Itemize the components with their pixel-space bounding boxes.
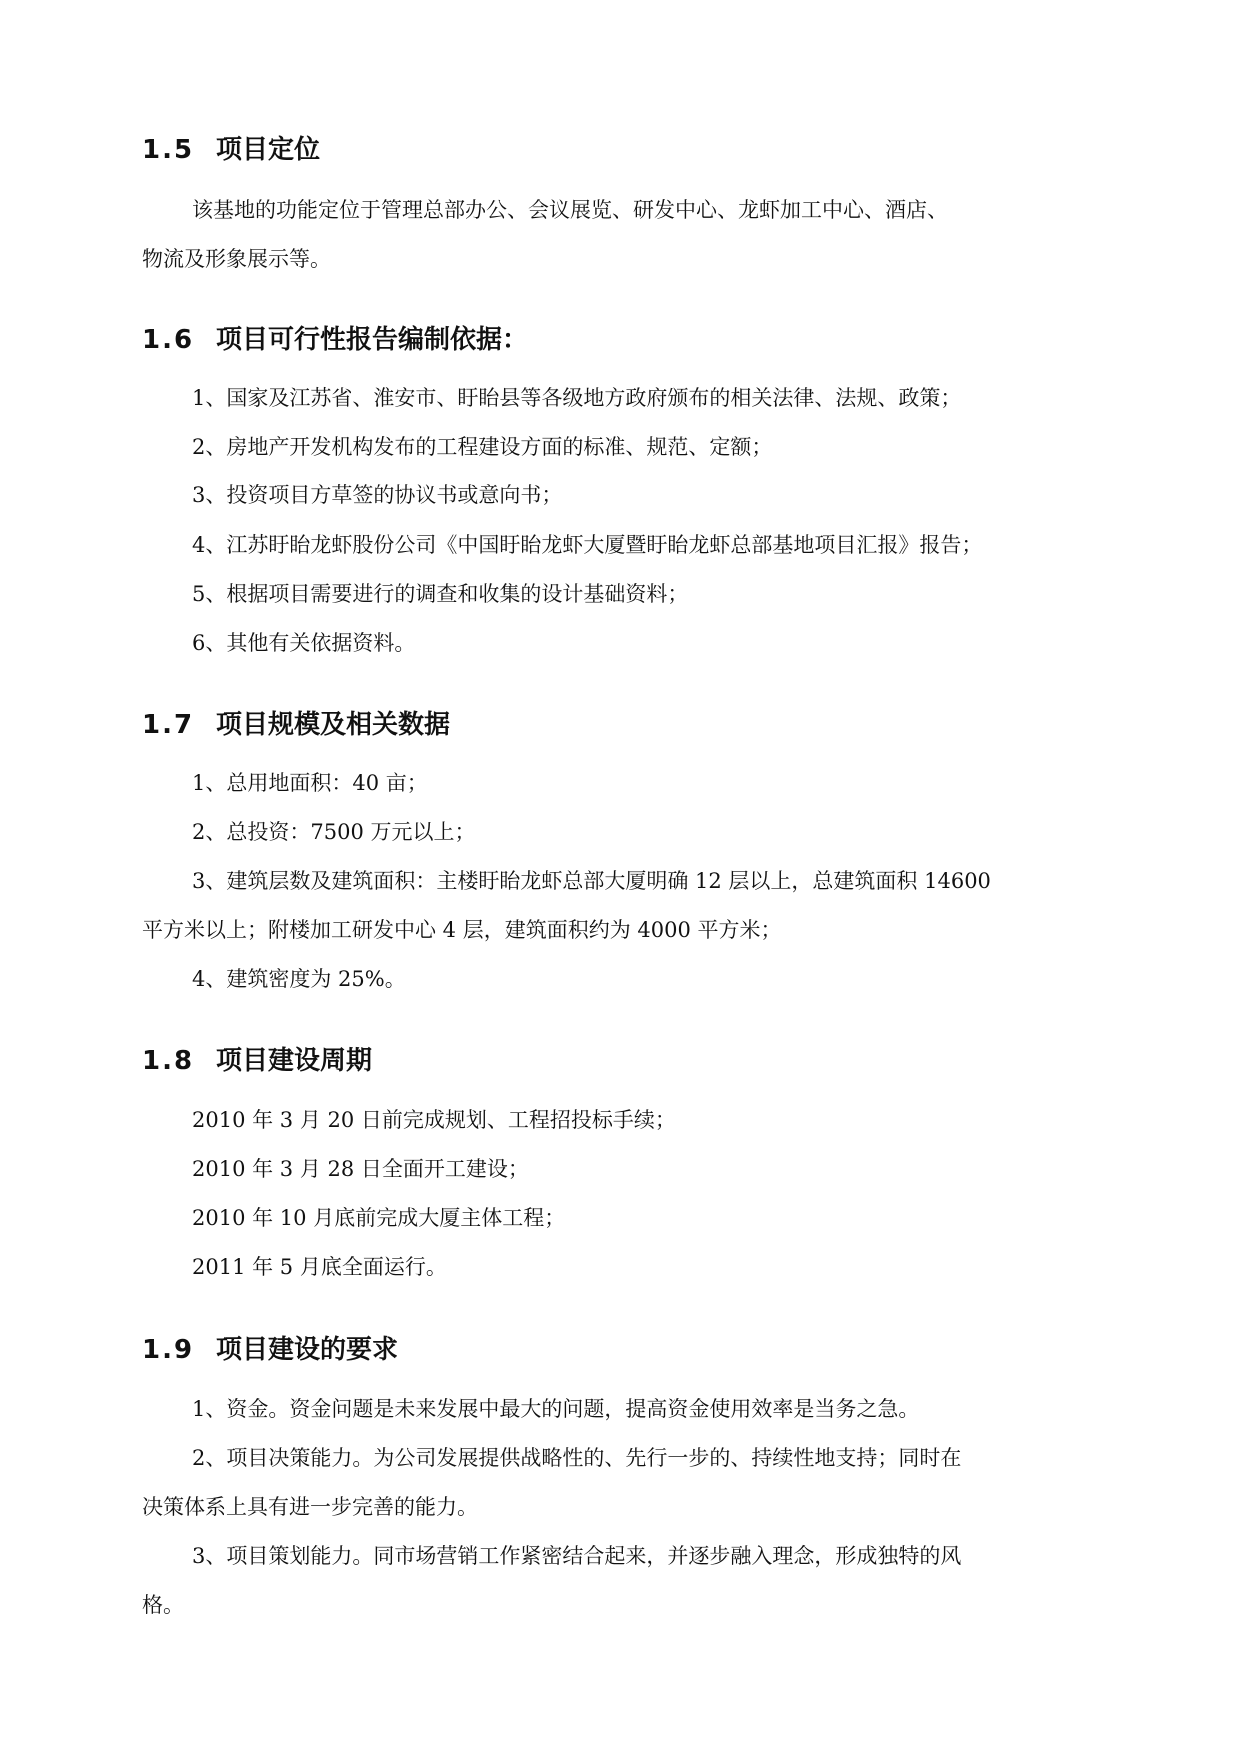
section-number: 1.7 xyxy=(142,710,195,740)
schedule-item: 2010 年 3 月 28 日全面开工建设； xyxy=(192,1157,529,1181)
schedule-item: 2010 年 3 月 20 日前完成规划、工程招投标手续； xyxy=(192,1108,676,1132)
section-heading-1-6 xyxy=(142,324,528,356)
section-number: 1.5 xyxy=(142,135,195,165)
list-item: 1、资金。资金问题是未来发展中最大的问题，提高资金使用效率是当务之急。 xyxy=(192,1397,920,1421)
section-number: 1.6 xyxy=(142,325,195,355)
section-title: 项目建设周期 xyxy=(216,1046,373,1076)
list-item: 2、房地产开发机构发布的工程建设方面的标准、规范、定额； xyxy=(192,435,773,459)
list-item: 3、项目策划能力。同市场营销工作紧密结合起来，并逐步融入理念，形成独特的风 xyxy=(192,1544,962,1568)
section-number: 1.8 xyxy=(142,1046,195,1076)
list-item: 3、投资项目方草签的协议书或意向书； xyxy=(192,483,563,507)
list-item: 5、根据项目需要进行的调查和收集的设计基础资料； xyxy=(192,582,689,606)
list-item: 2、项目决策能力。为公司发展提供战略性的、先行一步的、持续性地支持；同时在 xyxy=(192,1446,962,1470)
list-item: 1、总用地面积：40 亩； xyxy=(192,771,428,795)
paragraph-line: 该基地的功能定位于管理总部办公、会议展览、研发中心、龙虾加工中心、酒店、 xyxy=(192,198,948,222)
list-item: 4、建筑密度为 25%。 xyxy=(192,967,406,991)
schedule-item: 2011 年 5 月底全面运行。 xyxy=(192,1255,447,1279)
section-title: 项目可行性报告编制依据： xyxy=(216,325,529,355)
list-item: 3、建筑层数及建筑面积：主楼盱眙龙虾总部大厦明确 12 层以上，总建筑面积 14600 xyxy=(192,869,991,893)
section-heading-1-5 xyxy=(142,134,320,166)
schedule-item: 2010 年 10 月底前完成大厦主体工程； xyxy=(192,1206,566,1230)
list-item-continuation: 决策体系上具有进一步完善的能力。 xyxy=(142,1495,478,1519)
section-heading-1-8 xyxy=(142,1045,372,1077)
section-number: 1.9 xyxy=(142,1335,195,1365)
list-item: 4、江苏盱眙龙虾股份公司《中国盱眙龙虾大厦暨盱眙龙虾总部基地项目汇报》报告； xyxy=(192,533,983,557)
section-heading-1-9 xyxy=(142,1334,398,1366)
paragraph-line: 物流及形象展示等。 xyxy=(142,247,331,271)
section-title: 项目建设的要求 xyxy=(216,1335,399,1365)
section-title: 项目定位 xyxy=(216,135,321,165)
list-item: 2、总投资：7500 万元以上； xyxy=(192,820,476,844)
list-item: 6、其他有关依据资料。 xyxy=(192,631,416,655)
section-heading-1-7 xyxy=(142,709,450,741)
list-item-continuation: 格。 xyxy=(142,1593,184,1617)
list-item-continuation: 平方米以上；附楼加工研发中心 4 层，建筑面积约为 4000 平方米； xyxy=(142,918,782,942)
list-item: 1、国家及江苏省、淮安市、盱眙县等各级地方政府颁布的相关法律、法规、政策； xyxy=(192,386,962,410)
section-title: 项目规模及相关数据 xyxy=(216,710,451,740)
